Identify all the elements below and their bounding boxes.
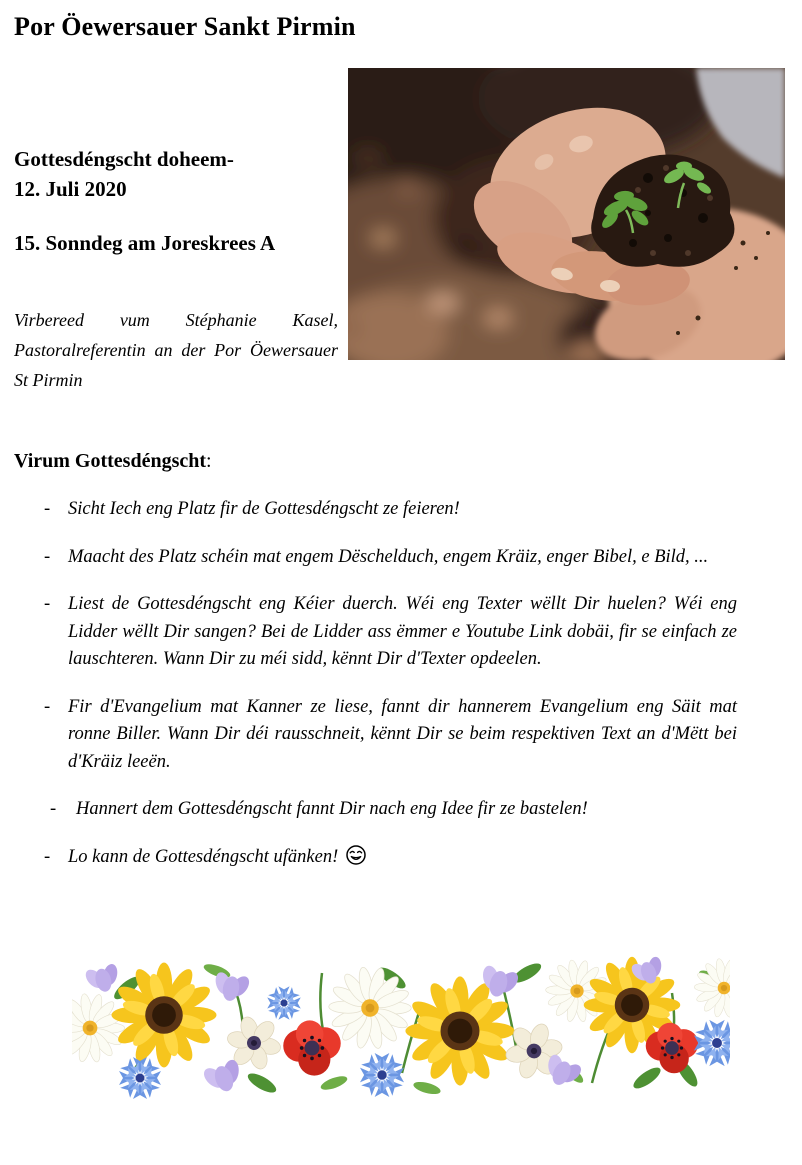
event-date-heading bbox=[14, 144, 338, 204]
section-heading bbox=[14, 450, 212, 473]
bullet-item-3 bbox=[0, 591, 737, 674]
bullet-item-4 bbox=[0, 694, 737, 777]
bullet-text: Sicht Iech eng Platz fir de Gottesdéngscht ze feieren! bbox=[68, 499, 460, 519]
bullet-item-6 bbox=[0, 844, 737, 872]
flower-border-image bbox=[72, 953, 730, 1107]
bullet-marker: - bbox=[44, 499, 51, 519]
bullet-text: Lo kann de Gottesdéngscht ufänken! bbox=[68, 846, 339, 867]
flower-border-graphic bbox=[72, 953, 730, 1107]
bullet-list bbox=[0, 496, 737, 891]
left-column bbox=[14, 144, 338, 395]
bullet-item-2 bbox=[0, 544, 737, 572]
bullet-text: Hannert dem Gottesdéngscht fannt Dir nach eng Idee fir ze bastelen! bbox=[76, 799, 588, 819]
bullet-marker: - bbox=[44, 696, 51, 717]
bullet-text: Fir d'Evangelium mat Kanner ze liese, fannt dir hannerem Evangelium eng Säit mat ronne Biller. Wann Dir déi rausschneit, kënnt Dir se beim respektiven Text an d'Mëtt bei d'Kräiz leeën. bbox=[68, 696, 737, 772]
sunday-heading: 15. Sonndeg am Joreskrees A bbox=[14, 231, 276, 255]
bullet-marker: - bbox=[44, 546, 51, 567]
smiley-icon bbox=[345, 844, 367, 866]
event-line2: 12. Juli 2020 bbox=[14, 177, 127, 201]
byline: Virbereed vum Stéphanie Kasel, Pastoralreferentin an der Por Öewersauer St Pirmin bbox=[14, 310, 338, 390]
bullet-text: Maacht des Platz schéin mat engem Dëschelduch, engem Kräiz, enger Bibel, e Bild, ... bbox=[68, 546, 709, 567]
bullet-item-5 bbox=[0, 796, 737, 824]
section-heading-colon: : bbox=[206, 450, 212, 472]
bullet-item-1 bbox=[0, 496, 737, 524]
bullet-marker: - bbox=[44, 846, 51, 867]
event-line1: Gottesdéngscht doheem- bbox=[14, 147, 234, 171]
page-title: Por Öewersauer Sankt Pirmin bbox=[14, 12, 356, 41]
bullet-marker: - bbox=[50, 799, 57, 819]
bullet-text: Liest de Gottesdéngscht eng Kéier duerch. Wéi eng Texter wëllt Dir huelen? Wéi eng Lidder wëllt Dir sangen? Bei de Lidder ass ëmmer e Youtube Link dobäi, fir se einfach ze lauschteren. Wann Dir zu méi sidd, kënnt Dir d'Texter opdeelen. bbox=[68, 594, 737, 669]
section-heading-text: Virum Gottesdéngscht bbox=[14, 450, 207, 472]
bullet-marker: - bbox=[44, 594, 51, 614]
hands-seedling-photo-graphic bbox=[348, 68, 785, 360]
hands-seedling-photo bbox=[348, 68, 785, 360]
